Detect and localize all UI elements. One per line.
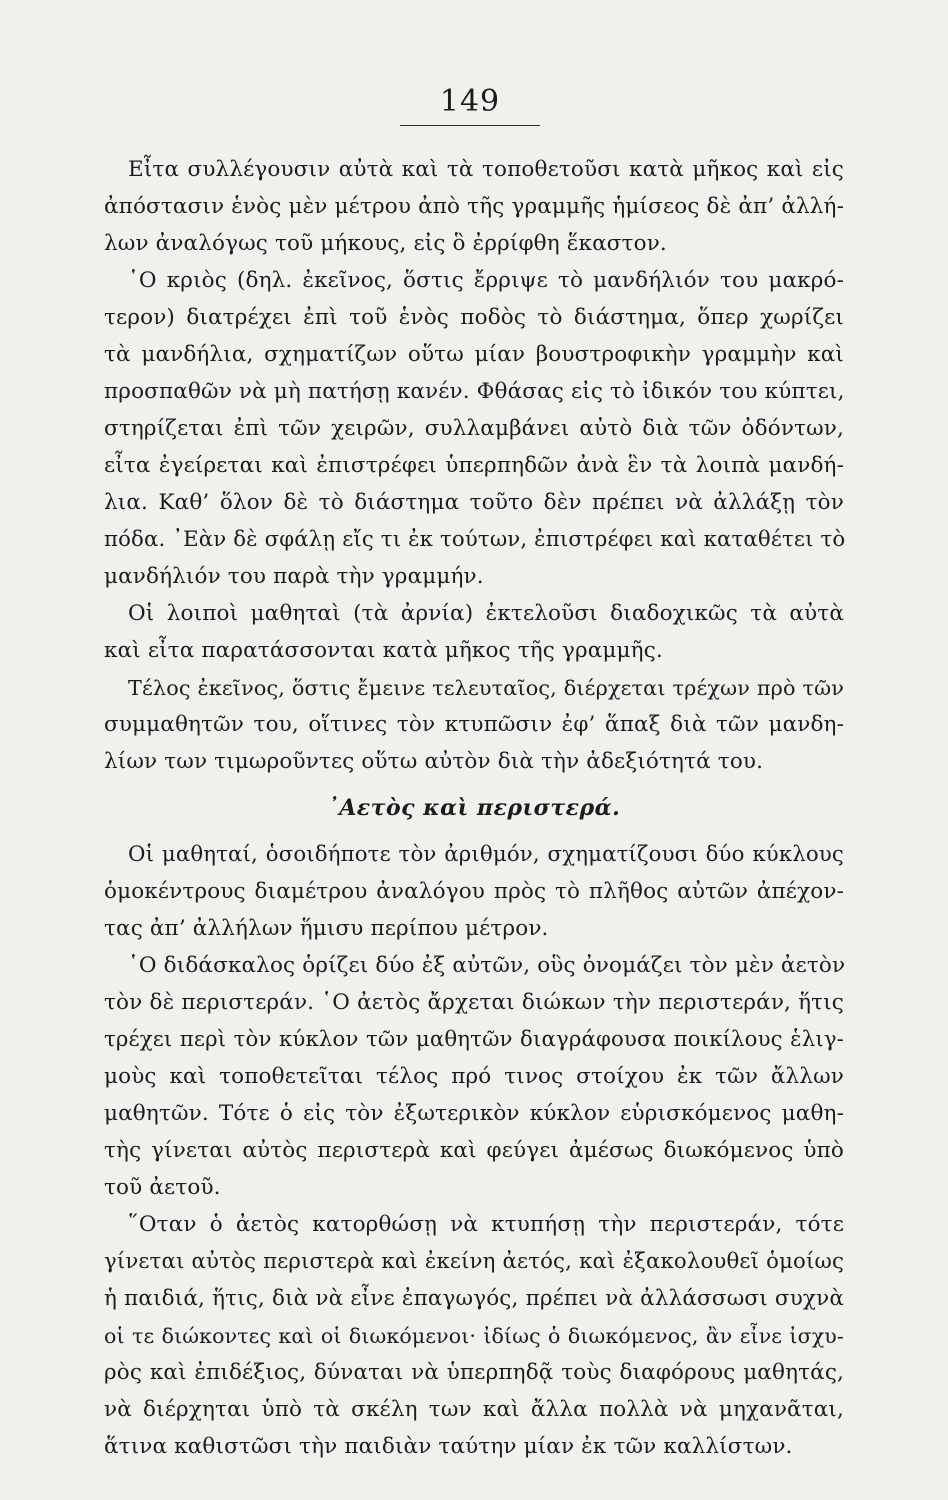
text-line: γίνεται αὐτὸς περιστερὰ καὶ ἐκείνη ἀετός, καὶ ἐξακολουθεῖ ὁμοίως xyxy=(104,1249,844,1274)
text-line: συμμαθητῶν του, οἵτινες τὸν κτυπῶσιν ἐφ’ ἅπαξ διὰ τῶν μανδη- xyxy=(104,712,844,737)
text-line: ἀπόστασιν ἑνὸς μὲν μέτρου ἀπὸ τῆς γραμμῆς ἡμίσεος δὲ ἀπ’ ἀλλή- xyxy=(104,194,844,219)
text-line: μανδήλιόν του παρὰ τὴν γραμμήν. xyxy=(104,564,484,589)
text-line: πόδα. ᾿Εὰν δὲ σφάλῃ εἴς τι ἐκ τούτων, ἐπιστρέφει καὶ καταθέτει τὸ xyxy=(104,527,846,552)
text-line: λων ἀναλόγως τοῦ μήκους, εἰς ὃ ἐρρίφθη ἕκαστον. xyxy=(104,231,667,256)
text-line: τερον) διατρέχει ἐπὶ τοῦ ἑνὸς ποδὸς τὸ διάστημα, ὅπερ χωρίζει xyxy=(104,305,844,330)
text-line: ῾Ο διδάσκαλος ὁρίζει δύο ἐξ αὐτῶν, οὓς ὀνομάζει τὸν μὲν ἀετὸν xyxy=(128,953,846,978)
text-line: ῞Οταν ὁ ἀετὸς κατορθώσῃ νὰ κτυπήσῃ τὴν περιστεράν, τότε xyxy=(128,1212,844,1237)
text-line: νὰ διέρχηται ὑπὸ τὰ σκέλη των καὶ ἄλλα πολλὰ νὰ μηχανᾶται, xyxy=(104,1397,844,1422)
text-line: ἅτινα καθιστῶσι τὴν παιδιὰν ταύτην μίαν ἐκ τῶν καλλίστων. xyxy=(104,1434,793,1459)
text-line: Οἱ λοιποὶ μαθηταὶ (τὰ ἀρνία) ἐκτελοῦσι διαδοχικῶς τὰ αὐτὰ xyxy=(128,601,844,626)
text-line: λια. Καθ’ ὅλον δὲ τὸ διάστημα τοῦτο δὲν πρέπει νὰ ἀλλάξῃ τὸν xyxy=(104,490,844,515)
text-line: λίων των τιμωροῦντες οὕτω αὐτὸν διὰ τὴν ἀδεξιότητά του. xyxy=(104,749,764,774)
text-line: μαθητῶν. Τότε ὁ εἰς τὸν ἐξωτερικὸν κύκλον εὑρισκόμενος μαθη- xyxy=(104,1101,844,1126)
text-line: τὸν δὲ περιστεράν. ῾Ο ἀετὸς ἄρχεται διώκων τὴν περιστεράν, ἥτις xyxy=(104,990,844,1015)
text-line: ἡ παιδιά, ἥτις, διὰ νὰ εἶνε ἐπαγωγός, πρέπει νὰ ἀλλάσσωσι συχνὰ xyxy=(104,1286,844,1311)
text-line: Οἱ μαθηταί, ὁσοιδήποτε τὸν ἀριθμόν, σχηματίζουσι δύο κύκλους xyxy=(128,842,844,867)
text-line: ὁμοκέντρους διαμέτρου ἀναλόγου πρὸς τὸ πλῆθος αὐτῶν ἀπέχον- xyxy=(104,879,844,904)
page-number-rule xyxy=(400,125,540,126)
text-line: καὶ εἶτα παρατάσσονται κατὰ μῆκος τῆς γραμμῆς. xyxy=(104,638,663,663)
text-line: Εἶτα συλλέγουσιν αὐτὰ καὶ τὰ τοποθετοῦσι κατὰ μῆκος καὶ εἰς xyxy=(128,157,844,182)
text-line: τὴς γίνεται αὐτὸς περιστερὰ καὶ φεύγει ἀμέσως διωκόμενος ὑπὸ xyxy=(104,1138,844,1163)
text-line: οἱ τε διώκοντες καὶ οἱ διωκόμενοι· ἰδίως ὁ διωκόμενος, ἂν εἶνε ἰσχυ- xyxy=(104,1324,844,1348)
text-line: τρέχει περὶ τὸν κύκλον τῶν μαθητῶν διαγράφουσα ποικίλους ἑλιγ- xyxy=(104,1027,844,1052)
text-line: στηρίζεται ἐπὶ τῶν χειρῶν, συλλαμβάνει αὐτὸ διὰ τῶν ὀδόντων, xyxy=(104,416,844,441)
text-line: Τέλος ἐκεῖνος, ὅστις ἔμεινε τελευταῖος, διέρχεται τρέχων πρὸ τῶν xyxy=(128,676,844,700)
text-line: προσπαθῶν νὰ μὴ πατήσῃ κανέν. Φθάσας εἰς τὸ ἰδικόν του κύπτει, xyxy=(104,379,845,404)
text-line: τας ἀπ’ ἀλλήλων ἥμισυ περίπου μέτρον. xyxy=(104,916,549,941)
text-line: ῾Ο κριὸς (δηλ. ἐκεῖνος, ὅστις ἔρριψε τὸ μανδήλιόν του μακρό- xyxy=(128,268,844,293)
text-line: μοὺς καὶ τοποθετεῖται τέλος πρό τινος στοίχου ἐκ τῶν ἄλλων xyxy=(104,1064,844,1089)
text-line: τὰ μανδήλια, σχηματίζων οὕτω μίαν βουστροφικὴν γραμμὴν καὶ xyxy=(104,342,844,367)
section-heading: ᾿Αετὸς καὶ περιστερά. xyxy=(327,795,621,821)
text-line: τοῦ ἀετοῦ. xyxy=(104,1175,221,1200)
text-line: ρὸς καὶ ἐπιδέξιος, δύναται νὰ ὑπερπηδᾷ τοὺς διαφόρους μαθητάς, xyxy=(104,1360,844,1385)
page-number: 149 xyxy=(439,84,501,119)
text-line: εἶτα ἐγείρεται καὶ ἐπιστρέφει ὑπερπηδῶν ἀνὰ ἓν τὰ λοιπὰ μανδή- xyxy=(104,453,844,478)
